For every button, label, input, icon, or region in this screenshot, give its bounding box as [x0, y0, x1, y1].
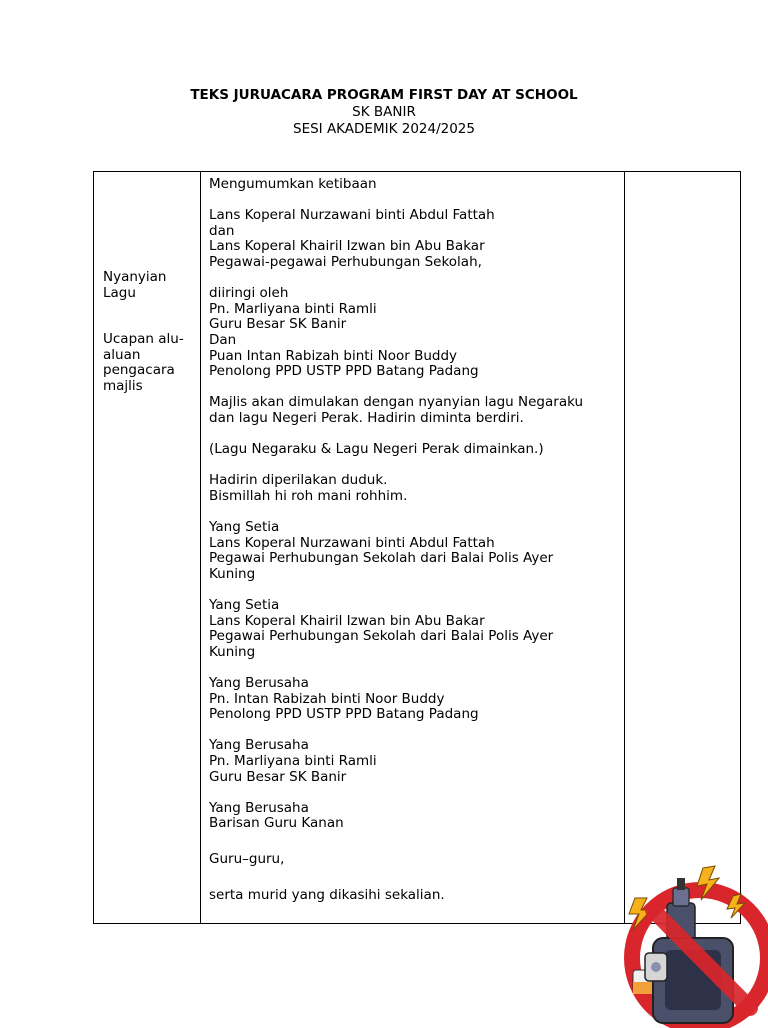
script-line: Yang Berusaha: [209, 675, 309, 691]
script-line: Bismillah hi roh mani rohhim.: [209, 487, 408, 504]
agenda-cell: [103, 270, 197, 395]
agenda-item-text: majlis: [103, 377, 143, 394]
document-header: [0, 87, 768, 138]
script-line: Pegawai Perhubungan Sekolah dari Balai Polis Ayer: [209, 550, 554, 567]
script-line: Penolong PPD USTP PPD Batang Padang: [209, 363, 479, 380]
script-line: Guru–guru,: [209, 850, 285, 867]
script-line: Pegawai-pegawai Perhubungan Sekolah,: [209, 253, 482, 270]
script-line: Majlis akan dimulakan dengan nyanyian lagu Negaraku: [209, 394, 584, 411]
script-line: diiringi oleh: [209, 285, 289, 302]
agenda-item-text: pengacara: [103, 362, 175, 379]
script-line: Yang Berusaha: [209, 737, 309, 754]
document-title: TEKS JURUACARA PROGRAM FIRST DAY AT SCHOOL: [190, 87, 578, 103]
column-divider: [624, 172, 625, 923]
agenda-item-text: Ucapan alu-: [103, 331, 184, 348]
script-line: Lans Koperal Nurzawani binti Abdul Fattah: [209, 534, 495, 551]
agenda-item-text: Lagu: [103, 284, 136, 301]
script-line: Yang Berusaha: [209, 799, 309, 816]
column-divider: [200, 172, 201, 923]
script-line: Pn. Marliyana binti Ramli: [209, 752, 377, 769]
script-line: Lans Koperal Khairil Izwan bin Abu Bakar: [209, 238, 485, 255]
no-vape-icon: [615, 858, 768, 1028]
script-line: Yang Setia: [209, 597, 280, 614]
script-line: Barisan Guru Kanan: [209, 815, 344, 832]
script-line: dan: [209, 222, 235, 239]
script-line: Pegawai Perhubungan Sekolah dari Balai Polis Ayer: [209, 628, 554, 645]
agenda-item-text: aluan: [103, 346, 141, 363]
script-line: Pn. Marliyana binti Ramli: [209, 300, 377, 317]
script-line: Dan: [209, 331, 237, 348]
script-line: Pn. Intan Rabizah binti Noor Buddy: [209, 690, 445, 707]
script-line: Yang Setia: [209, 519, 280, 536]
script-line: Hadirin diperilakan duduk.: [209, 472, 388, 489]
script-line: Mengumumkan ketibaan: [209, 176, 377, 192]
script-line: Guru Besar SK Banir: [209, 316, 347, 333]
script-line: Lans Koperal Nurzawani binti Abdul Fattah: [209, 207, 495, 224]
script-line: Guru Besar SK Banir: [209, 768, 347, 785]
script-line: Penolong PPD USTP PPD Batang Padang: [209, 706, 479, 723]
script-line: Lans Koperal Khairil Izwan bin Abu Bakar: [209, 612, 485, 629]
script-line: serta murid yang dikasihi sekalian.: [209, 886, 445, 903]
script-cell: [209, 177, 619, 903]
script-line: (Lagu Negaraku & Lagu Negeri Perak dimainkan.): [209, 441, 544, 458]
agenda-item-text: Nyanyian: [103, 269, 167, 285]
academic-session: SESI AKADEMIK 2024/2025: [293, 121, 475, 137]
script-line: Kuning: [209, 643, 256, 660]
script-line: Puan Intan Rabizah binti Noor Buddy: [209, 347, 458, 364]
script-line: Kuning: [209, 565, 256, 582]
script-table: [93, 171, 741, 924]
script-line: dan lagu Negeri Perak. Hadirin diminta berdiri.: [209, 409, 524, 426]
school-name: SK BANIR: [352, 104, 416, 120]
